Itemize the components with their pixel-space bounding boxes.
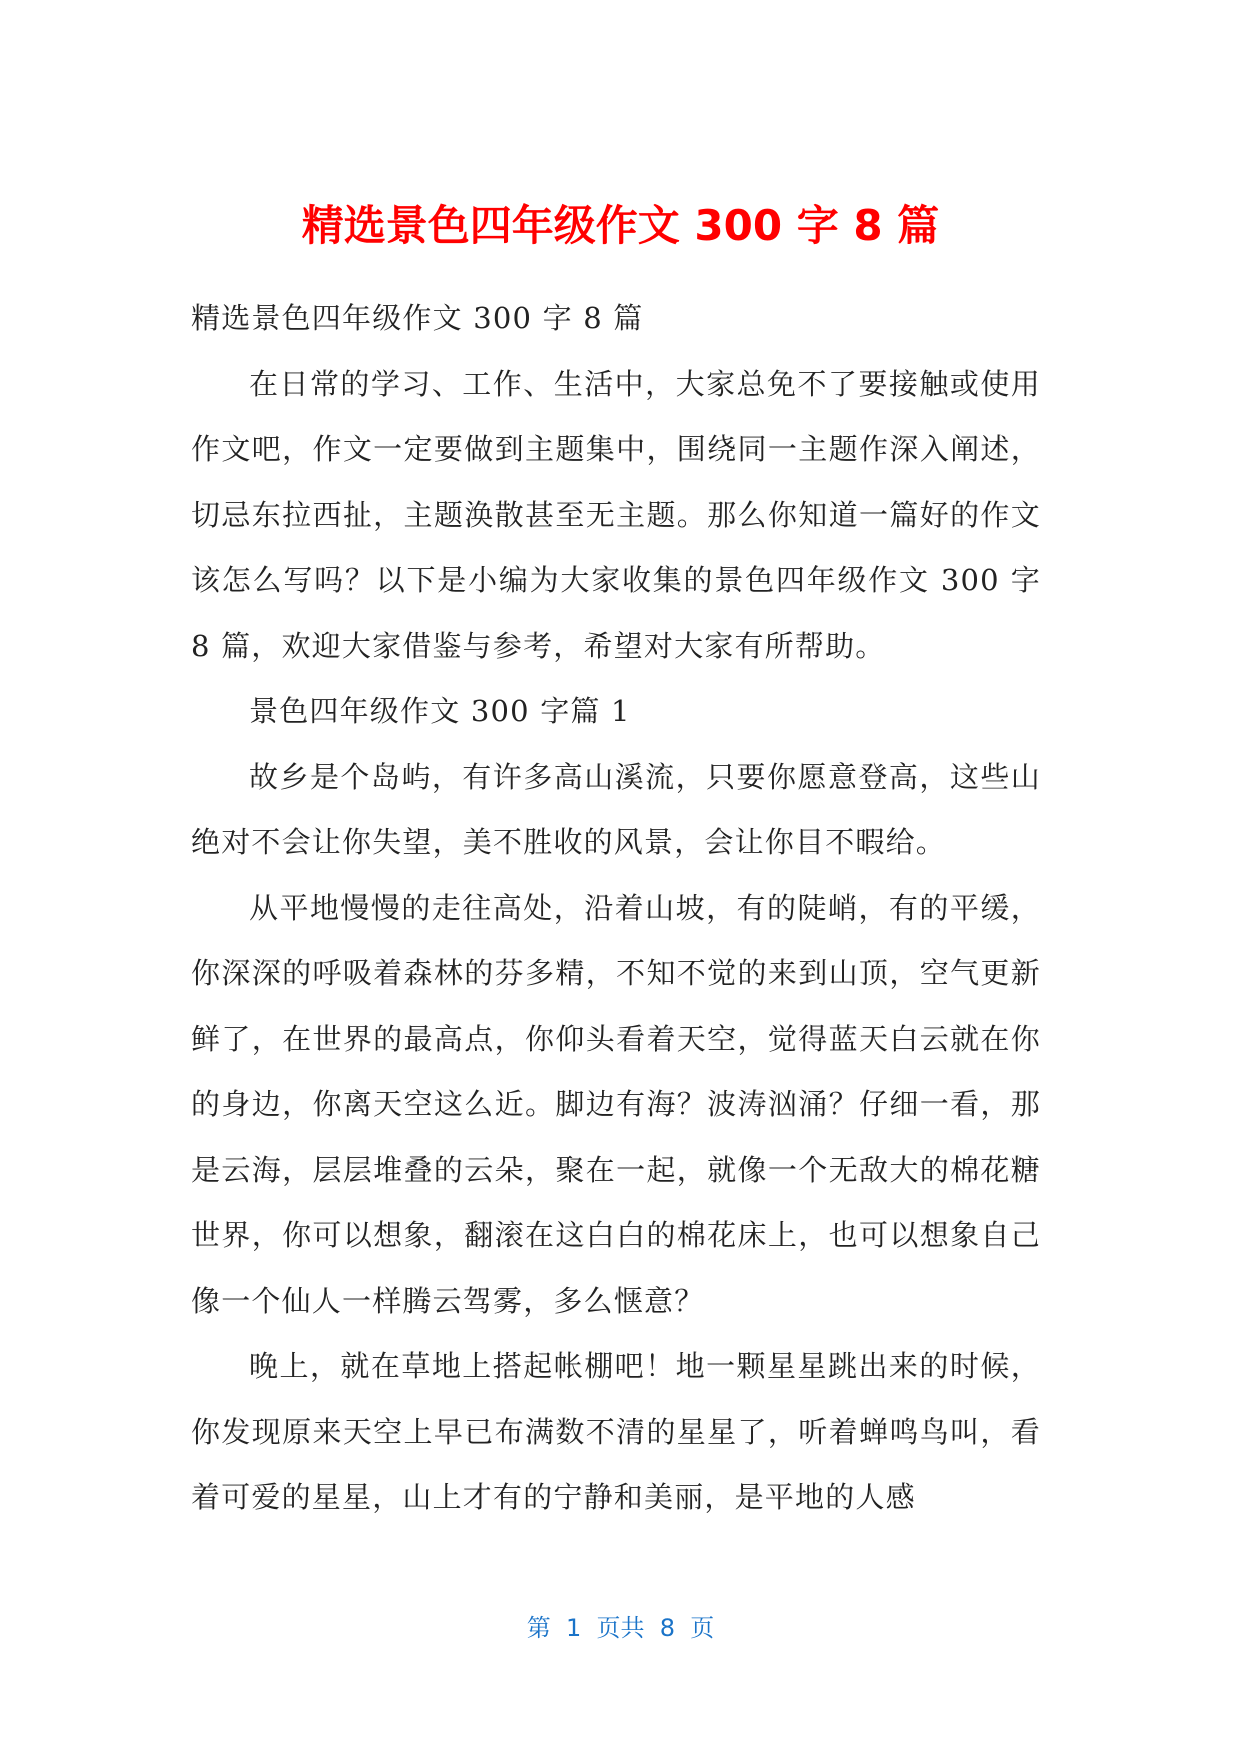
paragraph: 从平地慢慢的走往高处，沿着山坡，有的陡峭，有的平缓，你深深的呼吸着森林的芬多精，不知不觉的来到山顶，空气更新鲜了，在世界的最高点，你仰头看着天空，觉得蓝天白云就在你的身边，你离天空这么近。脚边有海？波涛汹涌？仔细一看，那是云海，层层堆叠的云朵，聚在一起，就像一个无敌大的棉花糖世界，你可以想象，翻滚在这白白的棉花床上，也可以想象自己像一个仙人一样腾云驾雾，多么惬意？ bbox=[191, 890, 1041, 1318]
document-title: 精选景色四年级作文 300 字 8 篇 bbox=[301, 201, 940, 250]
paragraph: 故乡是个岛屿，有许多高山溪流，只要你愿意登高，这些山绝对不会让你失望，美不胜收的风景，会让你目不暇给。 bbox=[191, 759, 1041, 859]
page-number-footer: 第 1 页共 8 页 bbox=[526, 1614, 715, 1642]
paragraph-intro: 在日常的学习、工作、生活中，大家总免不了要接触或使用作文吧，作文一定要做到主题集中，围绕同一主题作深入阐述，切忌东拉西扯，主题涣散甚至无主题。那么你知道一篇好的作文该怎么写吗？以下是小编为大家收集的景色四年级作文 300 字 8 篇，欢迎大家借鉴与参考，希望对大家有所帮助。 bbox=[191, 366, 1041, 663]
section-heading: 景色四年级作文 300 字篇 1 bbox=[249, 694, 631, 728]
document-subtitle: 精选景色四年级作文 300 字 8 篇 bbox=[191, 301, 644, 335]
paragraph: 晚上，就在草地上搭起帐棚吧！地一颗星星跳出来的时候，你发现原来天空上早已布满数不清的星星了，听着蝉鸣鸟叫，看着可爱的星星，山上才有的宁静和美丽，是平地的人感 bbox=[191, 1349, 1041, 1514]
document-body bbox=[191, 286, 1041, 1531]
